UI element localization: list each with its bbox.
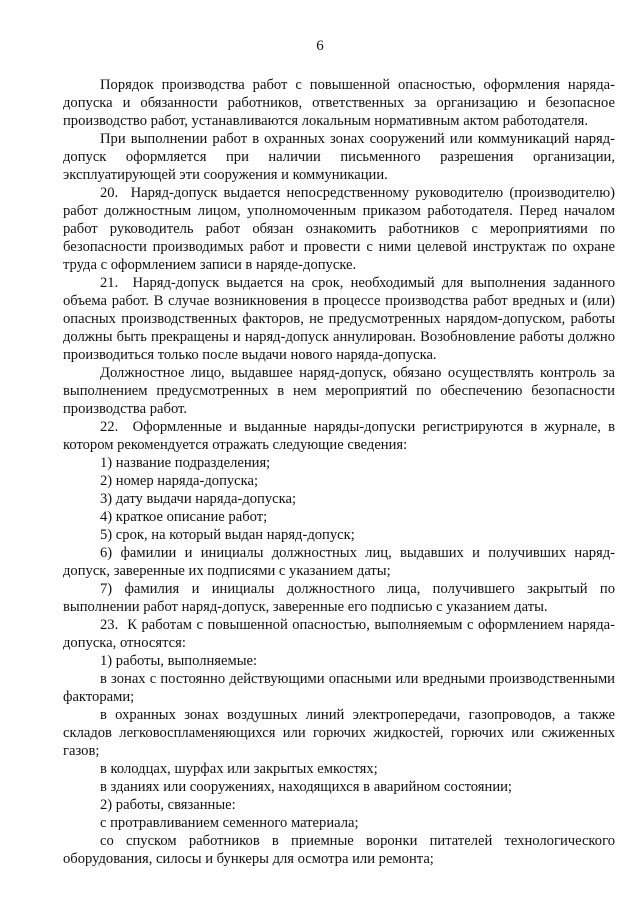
list-item: в зданиях или сооружениях, находящихся в аварийном состоянии; [100, 779, 512, 795]
list-item: со спуском работников в приемные воронки питателей технологического оборудования, силосы и бункеры для осмотра или ремонта; [63, 833, 615, 867]
document-body [63, 76, 615, 868]
list-item: в охранных зонах воздушных линий электропередачи, газопроводов, а также складов легковоспламеняющихся или горючих жидкостей, горючих или сжиженных газов; [63, 707, 615, 759]
list-item: 3) дату выдачи наряда-допуска; [100, 491, 297, 507]
clause-22: 22. Оформленные и выданные наряды-допуски регистрируются в журнале, в котором рекомендуется отражать следующие сведения: [63, 419, 615, 453]
list-item: 1) работы, выполняемые: [100, 653, 258, 669]
clause-20: 20. Наряд-допуск выдается непосредственному руководителю (производителю) работ должностным лицом, уполномоченным приказом работодателя. Перед началом работ руководитель работ обязан ознакомить работников с мероприятиями по безопасности производимых работ и провести с ними целевой инструктаж по охране труда с оформлением записи в наряде-допуске. [63, 185, 615, 273]
list-item: 7) фамилия и инициалы должностного лица, получившего закрытый по выполнении работ наряд-допуск, заверенные его подписью с указанием даты. [63, 581, 615, 615]
paragraph-protected-zones: При выполнении работ в охранных зонах сооружений или коммуникаций наряд-допуск оформляется при наличии письменного разрешения организации, эксплуатирующей эти сооружения и коммуникации. [63, 131, 615, 183]
paragraph-work-order-procedure: Порядок производства работ с повышенной опасностью, оформления наряда-допуска и обязанности работников, ответственных за организацию и безопасное производство работ, устанавливаются локальным нормативным актом работодателя. [63, 77, 615, 129]
clause-21: 21. Наряд-допуск выдается на срок, необходимый для выполнения заданного объема работ. В случае возникновения в процессе производства работ вредных и (или) опасных производственных факторов, не предусмотренных нарядом-допуском, работы должны быть прекращены и наряд-допуск аннулирован. Возобновление работы должно производиться только после выдачи нового наряда-допуска. [63, 275, 615, 363]
page-number: 6 [316, 38, 324, 54]
list-item: 6) фамилии и инициалы должностных лиц, выдавших и получивших наряд-допуск, заверенные их подписями с указанием даты; [63, 545, 615, 579]
list-item: 5) срок, на который выдан наряд-допуск; [100, 527, 355, 543]
list-item: 2) работы, связанные: [100, 797, 236, 813]
paragraph-control-duty: Должностное лицо, выдавшее наряд-допуск, обязано осуществлять контроль за выполнением предусмотренных в нем мероприятий по обеспечению безопасности производства работ. [63, 365, 615, 417]
list-item: с протравливанием семенного материала; [100, 815, 359, 831]
clause-23: 23. К работам с повышенной опасностью, выполняемым с оформлением наряда-допуска, относятся: [63, 617, 615, 651]
list-item: в зонах с постоянно действующими опасными или вредными производственными факторами; [63, 671, 615, 705]
list-item: 4) краткое описание работ; [100, 509, 268, 525]
list-item: в колодцах, шурфах или закрытых емкостях; [100, 761, 378, 777]
list-item: 2) номер наряда-допуска; [100, 473, 259, 489]
list-item: 1) название подразделения; [100, 455, 271, 471]
